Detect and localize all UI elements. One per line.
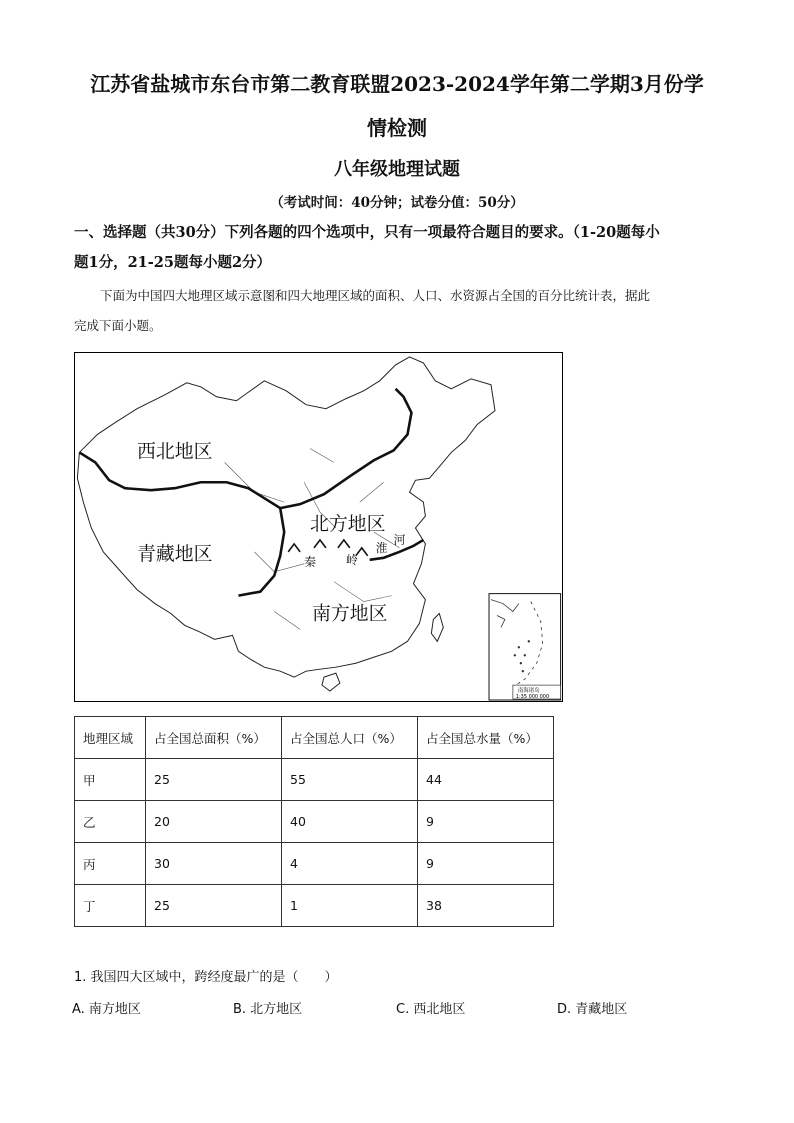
table-cell: 9: [418, 843, 554, 885]
huaihe-char-2: 河: [393, 532, 406, 547]
table-cell: 30: [146, 843, 282, 885]
table-header-cell: 占全国总水量（%）: [418, 717, 554, 759]
hainan-outline: [322, 673, 340, 691]
china-regions-map: [74, 352, 563, 702]
table-cell: 丙: [75, 843, 146, 885]
qinling-char-1: 秦: [304, 554, 317, 569]
region-label-north: 北方地区: [310, 512, 386, 535]
map-svg: [75, 353, 562, 701]
table-row: [75, 759, 554, 801]
section-heading: [74, 218, 724, 278]
table-cell: 甲: [75, 759, 146, 801]
table-header-cell: 占全国总面积（%）: [146, 717, 282, 759]
table-cell: 9: [418, 801, 554, 843]
inset-caption-1: 南海诸岛: [517, 688, 540, 695]
table-row: [75, 843, 554, 885]
section-heading-line2: 题1分，21-25题每小题2分）: [74, 254, 272, 271]
table-cell: 20: [146, 801, 282, 843]
exam-note: （考试时间：40分钟；试卷分值：50分）: [270, 195, 524, 211]
paper-title-line1: 江苏省盐城市东台市第二教育联盟2023-2024学年第二学期3月份学: [90, 72, 704, 96]
paper-title-line2: 情检测: [367, 116, 427, 140]
table-cell: 44: [418, 759, 554, 801]
paper-subtitle: 八年级地理试题: [334, 159, 460, 180]
boundary-northwest: [79, 389, 411, 508]
table-row: [75, 885, 554, 927]
question-1-option-a[interactable]: A. 南方地区: [72, 1002, 141, 1017]
south-china-sea-inset: [489, 594, 561, 700]
intro-line1: 下面为中国四大地理区域示意图和四大地理区域的面积、人口、水资源占全国的百分比统计表，据此: [100, 288, 651, 303]
table-cell: 25: [146, 885, 282, 927]
region-stats-table: [74, 716, 554, 927]
boundary-tibet: [238, 508, 284, 595]
table-header-row: [75, 717, 554, 759]
region-label-tibet: 青藏地区: [137, 542, 213, 565]
question-1-option-d[interactable]: D. 青藏地区: [557, 1002, 628, 1017]
qinling-char-2: 岭: [345, 552, 358, 567]
taiwan-outline: [431, 614, 443, 642]
table-cell: 55: [282, 759, 418, 801]
table-cell: 4: [282, 843, 418, 885]
table-header-cell: 地理区域: [75, 717, 146, 759]
section-heading-line1: 一、选择题（共30分）下列各题的四个选项中，只有一项最符合题目的要求。（1-20题每小: [74, 224, 660, 241]
table-cell: 1: [282, 885, 418, 927]
table-cell: 乙: [75, 801, 146, 843]
question-1-option-c[interactable]: C. 西北地区: [396, 1002, 466, 1017]
question-1-option-b[interactable]: B. 北方地区: [233, 1002, 303, 1017]
region-label-northwest: 西北地区: [137, 440, 213, 463]
table-cell: 40: [282, 801, 418, 843]
region-label-south: 南方地区: [312, 602, 388, 625]
question-1-stem: 1. 我国四大区域中，跨经度最广的是（ ）: [74, 970, 338, 985]
intro-line2: 完成下面小题。: [74, 318, 162, 333]
table-cell: 丁: [75, 885, 146, 927]
table-cell: 38: [418, 885, 554, 927]
intro-paragraph: [74, 281, 724, 341]
huaihe-char-1: 淮: [375, 540, 388, 555]
table-cell: 25: [146, 759, 282, 801]
table-header-cell: 占全国总人口（%）: [282, 717, 418, 759]
inset-caption-2: 1:35 000 000: [515, 694, 550, 701]
table-row: [75, 801, 554, 843]
